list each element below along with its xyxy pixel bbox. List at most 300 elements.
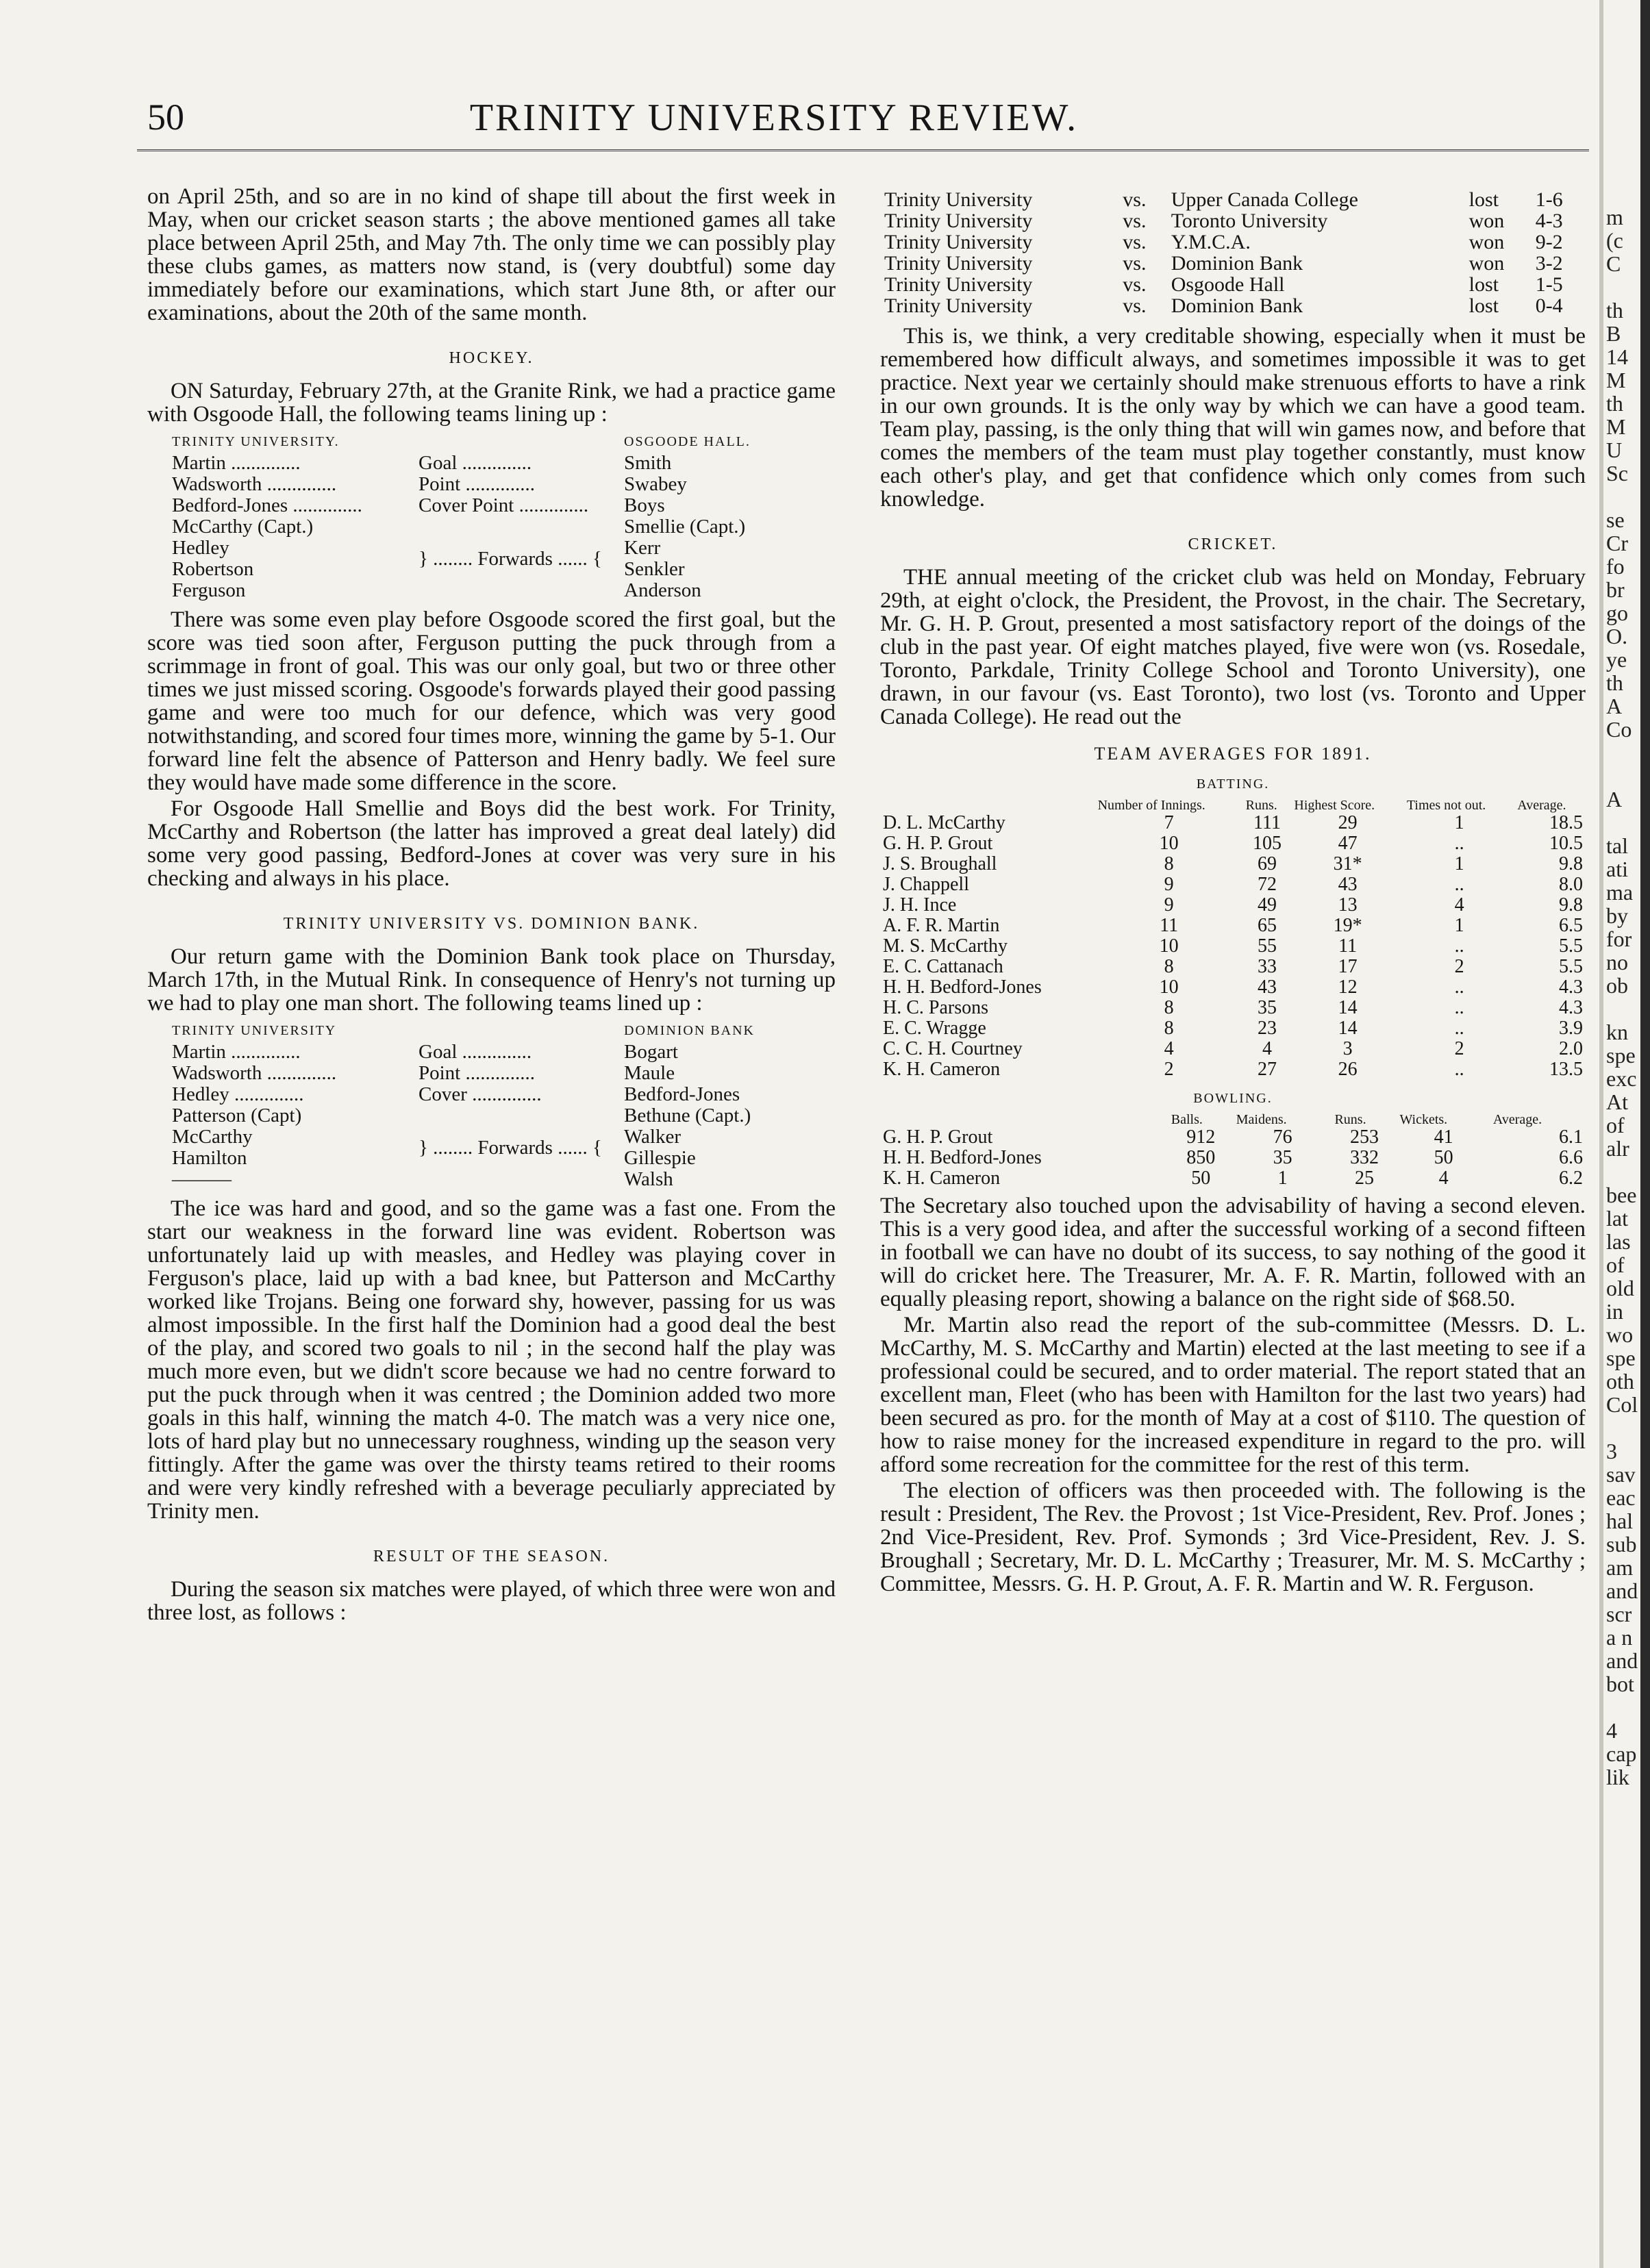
- bowling-value: 912: [1186, 1126, 1216, 1148]
- cricket-paragraph-1: THE annual meeting of the cricket club was held on Monday, February 29th, at eight o'clock, the President, the Provost, in the chair. The Secretary, Mr. G. H. P. Grout, presented a most satisfactory report of the doings of the club in the past year. Of eight matches played, five were won (vs. Rosedale, Toronto, Parkdale, Trinity College School and Toronto University), one drawn, in our favour (vs. East Toronto), two lost (vs. Toronto and Upper Canada College). He read out the: [880, 565, 1586, 729]
- page-gutter: [1599, 0, 1603, 2268]
- batting-row: [880, 1039, 1586, 1059]
- spacer: [418, 431, 624, 453]
- batting-value: 4.3: [1559, 997, 1583, 1018]
- batting-row: [880, 1059, 1586, 1080]
- batting-player: E. C. Wragge: [883, 1018, 986, 1039]
- batting-value: 3: [1342, 1038, 1353, 1059]
- batting-value: 12: [1338, 977, 1358, 998]
- batting-value: 9.8: [1559, 853, 1583, 874]
- journal-title: TRINITY UNIVERSITY REVIEW.: [469, 97, 1079, 139]
- batting-value: 8: [1164, 853, 1174, 874]
- bowling-row: [880, 1168, 1586, 1189]
- intro-paragraph: on April 25th, and so are in no kind of shape till about the first week in May, when our cricket season starts ; the above mentioned games all take place between April 25th, and May 7th. The only time we can possibly play these clubs games, as matters now stand, is (very doubtful) some day immediately before our examinations, which start June 8th, or after our examinations, about the 20th of the same month.: [147, 184, 836, 325]
- batting-column-header: Times not out.: [1406, 798, 1486, 813]
- forward-player-a: McCarthy: [172, 1126, 253, 1148]
- batting-row: [880, 998, 1586, 1018]
- bowling-value: 6.2: [1559, 1168, 1583, 1189]
- edge-fragment: lat: [1606, 1206, 1628, 1231]
- batting-value: 9: [1164, 894, 1174, 916]
- result-opponent: Y.M.C.A.: [1171, 231, 1251, 253]
- edge-fragment: Cr: [1606, 531, 1628, 555]
- batting-value: 2: [1454, 956, 1464, 977]
- forward-player-a: Robertson: [172, 558, 254, 580]
- bowling-row: [880, 1148, 1586, 1168]
- forwards-b: [624, 1105, 836, 1190]
- edge-fragment: Sc: [1606, 461, 1628, 486]
- result-vs: vs.: [1123, 231, 1147, 253]
- lineup-player-b: Bedford-Jones: [624, 1083, 740, 1105]
- edge-fragment: a n: [1606, 1625, 1633, 1650]
- lineup-position: Point ..............: [418, 1063, 535, 1084]
- batting-value: 4: [1262, 1038, 1273, 1059]
- batting-value: ..: [1454, 997, 1464, 1018]
- result-opponent: Osgoode Hall: [1171, 273, 1285, 296]
- results-paragraph: This is, we think, a very creditable showing, especially when it must be remembered how difficult always, and sometimes impossible it was to get practice. Next year we certainly should make strenuous efforts to have a rink in our own grounds. It is the only way by which we can have a good team. Team play, passing, is the only thing that will win games now, and before that comes the members of the team must play together constantly, must know each other's play, and get that confidence which only comes from such knowledge.: [880, 324, 1586, 512]
- batting-value: ..: [1454, 1059, 1464, 1080]
- edge-fragment: eac: [1606, 1485, 1636, 1510]
- batting-value: 29: [1338, 812, 1358, 833]
- result-outcome: won: [1468, 210, 1505, 232]
- batting-row: [880, 895, 1586, 916]
- edge-fragment: lik: [1606, 1765, 1629, 1789]
- lineup-player-a: Martin ..............: [172, 453, 301, 474]
- result-row: [880, 189, 1586, 210]
- forward-player-a: ———: [172, 1168, 232, 1190]
- edge-fragment: hal: [1606, 1509, 1634, 1533]
- result-team: Trinity University: [884, 231, 1033, 253]
- batting-value: 9.8: [1559, 894, 1583, 916]
- batting-value: 27: [1258, 1059, 1277, 1080]
- result-opponent: Dominion Bank: [1171, 252, 1303, 275]
- result-outcome: lost: [1468, 294, 1499, 317]
- forward-player-b: Senkler: [624, 558, 685, 580]
- edge-fragment: bot: [1606, 1672, 1634, 1696]
- batting-value: 69: [1258, 853, 1277, 874]
- dominion-heading: TRINITY UNIVERSITY VS. DOMINION BANK.: [283, 915, 700, 933]
- batting-value: 11: [1160, 915, 1179, 936]
- edge-fragment: Col: [1606, 1392, 1638, 1417]
- batting-value: ..: [1454, 833, 1464, 854]
- edge-fragment: 4: [1606, 1718, 1617, 1743]
- result-team: Trinity University: [884, 210, 1033, 232]
- bowling-column-header: Balls.: [1171, 1112, 1203, 1127]
- team-a-header: TRINITY UNIVERSITY.: [172, 434, 340, 449]
- edge-fragment: cap: [1606, 1741, 1637, 1766]
- forward-player-b: Gillespie: [624, 1147, 696, 1169]
- batting-value: 43: [1338, 874, 1358, 895]
- bowling-column-header: Runs.: [1334, 1112, 1366, 1127]
- osgoode-lineup: [147, 431, 836, 601]
- batting-value: 33: [1258, 956, 1277, 977]
- right-column: [880, 185, 1586, 1598]
- batting-label: BATTING.: [1196, 777, 1270, 792]
- scan-edge: [1640, 0, 1650, 2268]
- edge-fragment: in: [1606, 1299, 1623, 1324]
- edge-fragment: th: [1606, 298, 1623, 323]
- batting-value: 5.5: [1559, 935, 1583, 957]
- batting-player: J. Chappell: [883, 874, 969, 895]
- dominion-lineup: [147, 1020, 836, 1190]
- bowling-value: 332: [1349, 1147, 1379, 1168]
- cricket-heading: CRICKET.: [1188, 536, 1278, 553]
- result-team: Trinity University: [884, 273, 1033, 296]
- edge-fragment: old: [1606, 1276, 1634, 1300]
- batting-value: 9: [1164, 874, 1174, 895]
- bowling-value: 50: [1434, 1147, 1453, 1168]
- result-team: Trinity University: [884, 188, 1033, 211]
- edge-fragment: m: [1606, 205, 1623, 229]
- batting-column-header: Runs.: [1245, 798, 1277, 813]
- edge-fragment: kn: [1606, 1020, 1628, 1044]
- batting-player: G. H. P. Grout: [883, 833, 993, 854]
- edge-fragment: bee: [1606, 1183, 1637, 1207]
- edge-fragment: Co: [1606, 717, 1632, 742]
- batting-value: 14: [1338, 997, 1358, 1018]
- forwards-a: [172, 1105, 418, 1190]
- bowling-player: K. H. Cameron: [883, 1168, 1001, 1189]
- batting-row: [880, 957, 1586, 977]
- edge-fragment: tal: [1606, 833, 1628, 858]
- edge-fragment: and: [1606, 1648, 1638, 1673]
- dominion-paragraph-1: Our return game with the Dominion Bank took place on Thursday, March 17th, in the Mutual Rink. In consequence of Henry's not turning up we had to play one man short. The following teams lined up :: [147, 944, 836, 1016]
- bowling-table: [880, 1113, 1586, 1189]
- batting-value: 19*: [1333, 915, 1362, 936]
- edge-fragment: oth: [1606, 1369, 1634, 1394]
- result-team: Trinity University: [884, 252, 1033, 275]
- lineup-position: Cover ..............: [418, 1084, 542, 1105]
- batting-value: 4.3: [1559, 977, 1583, 998]
- batting-value: 8: [1164, 1018, 1174, 1039]
- edge-fragment: alr: [1606, 1136, 1629, 1161]
- batting-value: 10: [1159, 833, 1179, 854]
- batting-row: [880, 854, 1586, 874]
- batting-value: 72: [1258, 874, 1277, 895]
- edge-fragment: spe: [1606, 1043, 1636, 1068]
- batting-value: 10: [1159, 977, 1179, 998]
- edge-fragment: and: [1606, 1578, 1638, 1603]
- batting-column-header: Highest Score.: [1294, 798, 1375, 813]
- batting-value: 8.0: [1559, 874, 1583, 895]
- forwards-b: [624, 516, 836, 601]
- batting-value: ..: [1454, 977, 1464, 998]
- batting-value: 1: [1454, 853, 1464, 874]
- edge-fragment: br: [1606, 577, 1625, 602]
- bowling-value: 35: [1273, 1147, 1292, 1168]
- batting-value: 35: [1258, 997, 1277, 1018]
- batting-value: 10: [1159, 935, 1179, 957]
- forward-player-a: McCarthy (Capt.): [172, 516, 314, 538]
- forward-player-b: Bethune (Capt.): [624, 1105, 751, 1126]
- edge-fragment: am: [1606, 1555, 1634, 1580]
- result-score: 3-2: [1535, 252, 1563, 275]
- edge-fragment: se: [1606, 507, 1625, 532]
- bowling-label: BOWLING.: [1193, 1091, 1273, 1106]
- batting-value: 2.0: [1559, 1038, 1583, 1059]
- result-opponent: Dominion Bank: [1171, 294, 1303, 317]
- result-score: 0-4: [1535, 294, 1563, 317]
- forward-player-b: Kerr: [624, 537, 661, 559]
- batting-value: 8: [1164, 997, 1174, 1018]
- batting-player: D. L. McCarthy: [883, 812, 1005, 833]
- batting-value: 4: [1454, 894, 1464, 916]
- forward-player-a: Ferguson: [172, 579, 246, 601]
- lineup-player-a: Martin ..............: [172, 1042, 301, 1063]
- bowling-value: 850: [1186, 1147, 1216, 1168]
- bowling-value: 50: [1191, 1168, 1211, 1189]
- result-score: 1-6: [1535, 188, 1563, 211]
- team-a-header: TRINITY UNIVERSITY: [172, 1023, 337, 1038]
- batting-player: K. H. Cameron: [883, 1059, 1001, 1080]
- result-score: 9-2: [1535, 231, 1563, 253]
- forward-player-a: Patterson (Capt): [172, 1105, 302, 1126]
- hockey-paragraph-3: For Osgoode Hall Smellie and Boys did the best work. For Trinity, McCarthy and Robertson (the latter has improved a great deal lately) did some very good passing, Bedford-Jones at cover was very sure in his checking and always in his place.: [147, 796, 836, 891]
- bowling-column-header: Average.: [1492, 1112, 1542, 1127]
- edge-fragment: wo: [1606, 1322, 1634, 1347]
- batting-value: 5.5: [1559, 956, 1583, 977]
- forwards-label: [418, 1105, 624, 1190]
- lineup-player-b: Boys: [624, 494, 665, 516]
- edge-fragment: U: [1606, 438, 1623, 462]
- edge-fragment: ati: [1606, 857, 1628, 881]
- batting-header-row: [880, 798, 1586, 813]
- forward-player-a: Hamilton: [172, 1147, 247, 1169]
- bowling-value: 41: [1434, 1126, 1453, 1148]
- bowling-column-header: [880, 1113, 1168, 1127]
- season-results-table: [880, 189, 1586, 316]
- lineup-player-a: Bedford-Jones ..............: [172, 495, 362, 516]
- batting-value: 10.5: [1549, 833, 1583, 854]
- batting-table: [880, 798, 1586, 1080]
- edge-fragment: sub: [1606, 1532, 1637, 1557]
- edge-fragment: las: [1606, 1229, 1631, 1254]
- lineup-position: Goal ..............: [418, 453, 532, 474]
- forwards-label: [418, 516, 624, 601]
- batting-player: C. C. H. Courtney: [883, 1038, 1023, 1059]
- edge-fragment: scr: [1606, 1602, 1632, 1626]
- bowling-column-header: Wickets.: [1399, 1112, 1448, 1127]
- dominion-paragraph-2: The ice was hard and good, and so the game was a fast one. From the start our weakness in the forward line was evident. Robertson was unfortunately laid up with measles, and Hedley was playing cover in Ferguson's place, laid up with a bad knee, but Patterson and McCarthy worked like Trojans. Being one forward shy, however, passing for us was almost impossible. In the first half the Dominion had a good deal the best of the play, and scored two goals to nil ; in the second half the play was much more even, but we didn't score because we had no centre forward to put the puck through when it was centred ; the Dominion added two more goals in this half, winning the match 4-0. The match was a very nice one, lots of hard play but no unnecessary roughness, winding up the season very fittingly. After the game was over the thirsty teams retired to their rooms and were very kindly refreshed with a beverage peculiarly appreciated by Trinity men.: [147, 1196, 836, 1524]
- team-b-header: OSGOODE HALL.: [624, 434, 751, 449]
- bowling-column-header: Maidens.: [1236, 1112, 1287, 1127]
- batting-player: E. C. Cattanach: [883, 956, 1003, 977]
- batting-value: 1: [1454, 915, 1464, 936]
- batting-value: ..: [1454, 935, 1464, 957]
- edge-fragment: A: [1606, 694, 1623, 718]
- batting-value: 105: [1253, 833, 1282, 854]
- edge-fragment: of: [1606, 1113, 1625, 1137]
- result-outcome: won: [1468, 231, 1505, 253]
- edge-fragment: sav: [1606, 1462, 1636, 1487]
- bowling-value: 76: [1273, 1126, 1292, 1148]
- lineup-player-b: Maule: [624, 1062, 675, 1084]
- edge-fragment: M: [1606, 414, 1626, 439]
- batting-column-header: Average.: [1517, 798, 1566, 813]
- lineup-position: Cover Point ..............: [418, 495, 589, 516]
- edge-fragment: O.: [1606, 624, 1628, 648]
- batting-row: [880, 977, 1586, 998]
- forwards-text: } ........ Forwards ...... {: [418, 547, 602, 570]
- cricket-paragraph-2: The Secretary also touched upon the advisability of having a second eleven. This is a very good idea, and after the successful working of a second fifteen in football we can have no doubt of its success, to say nothing of the good it will do cricket here. The Treasurer, Mr. A. F. R. Martin, followed with an equally pleasing report, showing a balance on the right side of $68.50.: [880, 1194, 1586, 1311]
- batting-row: [880, 936, 1586, 957]
- bowling-value: 1: [1277, 1168, 1288, 1189]
- batting-value: ..: [1454, 1018, 1464, 1039]
- forward-player-a: Hedley: [172, 537, 229, 559]
- result-paragraph: During the season six matches were played, of which three were won and three lost, as follows :: [147, 1577, 836, 1625]
- edge-fragment: no: [1606, 950, 1628, 974]
- team-b-header: DOMINION BANK: [624, 1023, 755, 1038]
- result-outcome: lost: [1468, 273, 1499, 296]
- batting-value: 43: [1258, 977, 1277, 998]
- lineup-player-a: Wadsworth ..............: [172, 1063, 337, 1084]
- batting-value: 18.5: [1549, 812, 1583, 833]
- batting-value: 31*: [1333, 853, 1362, 874]
- bowling-value: 25: [1354, 1168, 1374, 1189]
- edge-fragment: fo: [1606, 554, 1625, 579]
- batting-value: ..: [1454, 874, 1464, 895]
- edge-fragment: C: [1606, 251, 1621, 276]
- edge-fragment: of: [1606, 1252, 1625, 1277]
- batting-value: 2: [1454, 1038, 1464, 1059]
- result-score: 1-5: [1535, 273, 1563, 296]
- cricket-paragraph-4: The election of officers was then proceeded with. The following is the result : President, The Rev. the Provost ; 1st Vice-President, Rev. Prof. Jones ; 2nd Vice-President, Rev. Prof. Symonds ; 3rd Vice-President, Rev. J. S. Broughall ; Secretary, Mr. D. L. McCarthy ; Treasurer, Mr. M. S. McCarthy ; Committee, Messrs. G. H. P. Grout, A. F. R. Martin and W. R. Ferguson.: [880, 1478, 1586, 1596]
- result-row: [880, 210, 1586, 231]
- batting-player: A. F. R. Martin: [883, 915, 1000, 936]
- spacer: [418, 1020, 624, 1042]
- bowling-row: [880, 1127, 1586, 1148]
- batting-value: 13: [1338, 894, 1358, 916]
- lineup-position: Goal ..............: [418, 1042, 532, 1063]
- bowling-value: 253: [1349, 1126, 1379, 1148]
- batting-value: 17: [1338, 956, 1358, 977]
- batting-value: 2: [1164, 1059, 1174, 1080]
- batting-row: [880, 1018, 1586, 1039]
- batting-player: J. S. Broughall: [883, 853, 997, 874]
- batting-player: H. H. Bedford-Jones: [883, 977, 1042, 998]
- batting-value: 65: [1258, 915, 1277, 936]
- edge-fragment: exc: [1606, 1066, 1637, 1091]
- result-vs: vs.: [1123, 188, 1147, 211]
- edge-fragment: go: [1606, 601, 1628, 625]
- batting-player: H. C. Parsons: [883, 997, 989, 1018]
- result-vs: vs.: [1123, 252, 1147, 275]
- batting-value: 55: [1258, 935, 1277, 957]
- hockey-paragraph-2: There was some even play before Osgoode scored the first goal, but the score was tied soon after, Ferguson putting the puck through from a scrimmage in front of goal. This was our only goal, but two or three other times we just missed scoring. Osgoode's forwards played their good passing game and were too much for our defence, which was very good notwithstanding, and scored four times more, winning the game by 5-1. Our forward line felt the absence of Patterson and Henry badly. We feel sure they would have made some difference in the score.: [147, 607, 836, 795]
- lineup-player-a: Wadsworth ..............: [172, 474, 337, 495]
- result-heading: RESULT OF THE SEASON.: [373, 1548, 610, 1565]
- page-header: [147, 96, 1401, 151]
- result-row: [880, 253, 1586, 274]
- batting-column-header: [880, 798, 1095, 813]
- result-vs: vs.: [1123, 294, 1147, 317]
- result-row: [880, 274, 1586, 295]
- batting-value: 8: [1164, 956, 1174, 977]
- result-outcome: won: [1468, 252, 1505, 275]
- edge-fragment: th: [1606, 391, 1623, 416]
- forward-player-b: Anderson: [624, 579, 701, 601]
- result-opponent: Upper Canada College: [1171, 188, 1358, 211]
- batting-value: 26: [1338, 1059, 1358, 1080]
- result-row: [880, 295, 1586, 316]
- forward-player-b: Smellie (Capt.): [624, 516, 746, 538]
- bowling-header-row: [880, 1113, 1586, 1127]
- forwards-a: [172, 516, 418, 601]
- bowling-player: H. H. Bedford-Jones: [883, 1147, 1042, 1168]
- batting-value: 14: [1338, 1018, 1358, 1039]
- batting-column-header: Number of Innings.: [1097, 798, 1205, 813]
- result-opponent: Toronto University: [1171, 210, 1328, 232]
- batting-value: 7: [1164, 812, 1174, 833]
- batting-row: [880, 874, 1586, 895]
- edge-fragment: spe: [1606, 1346, 1636, 1370]
- result-outcome: lost: [1468, 188, 1499, 211]
- result-team: Trinity University: [884, 294, 1033, 317]
- batting-row: [880, 916, 1586, 936]
- result-row: [880, 231, 1586, 253]
- edge-fragment: by: [1606, 903, 1628, 928]
- edge-fragment: M: [1606, 368, 1626, 392]
- batting-value: 11: [1338, 935, 1358, 957]
- bowling-value: 6.6: [1559, 1147, 1583, 1168]
- lineup-player-a: Hedley ..............: [172, 1084, 304, 1105]
- batting-value: 47: [1338, 833, 1358, 854]
- edge-fragment: ob: [1606, 973, 1628, 998]
- batting-row: [880, 833, 1586, 854]
- edge-fragment: 3: [1606, 1439, 1617, 1463]
- batting-value: 1: [1454, 812, 1464, 833]
- forwards-text: } ........ Forwards ...... {: [418, 1136, 602, 1159]
- bowling-value: 6.1: [1559, 1126, 1583, 1148]
- batting-value: 49: [1258, 894, 1277, 916]
- edge-fragment: B: [1606, 321, 1621, 346]
- batting-player: M. S. McCarthy: [883, 935, 1008, 957]
- page-number: 50: [147, 97, 184, 138]
- result-vs: vs.: [1123, 210, 1147, 232]
- batting-value: 3.9: [1559, 1018, 1583, 1039]
- averages-title: TEAM AVERAGES FOR 1891.: [1094, 744, 1372, 764]
- bowling-player: G. H. P. Grout: [883, 1126, 993, 1148]
- edge-fragment: for: [1606, 927, 1632, 951]
- batting-row: [880, 813, 1586, 833]
- forward-player-b: Walsh: [624, 1168, 673, 1190]
- hockey-paragraph-1: ON Saturday, February 27th, at the Granite Rink, we had a practice game with Osgoode Hall, the following teams lining up :: [147, 379, 836, 427]
- cricket-paragraph-3: Mr. Martin also read the report of the sub-committee (Messrs. D. L. McCarthy, M. S. McCarthy and Martin) elected at the last meeting to see if a professional could be secured, and to order material. The report stated that an excellent man, Fleet (who has been with Hamilton for the last two years) had been secured as pro. for the month of May at a cost of $110. The question of how to raise money for the increased expenditure in regard to the pro. will afford some recreation for the committee for the rest of this term.: [880, 1313, 1586, 1477]
- edge-fragment: 14: [1606, 344, 1628, 369]
- lineup-player-b: Smith: [624, 452, 672, 474]
- result-score: 4-3: [1535, 210, 1563, 232]
- batting-value: 4: [1164, 1038, 1174, 1059]
- edge-fragment: th: [1606, 670, 1623, 695]
- batting-value: 6.5: [1559, 915, 1583, 936]
- forward-player-b: Walker: [624, 1126, 682, 1148]
- edge-fragment: ye: [1606, 647, 1627, 672]
- edge-fragment: At: [1606, 1089, 1628, 1114]
- edge-fragment: ma: [1606, 880, 1634, 905]
- hockey-heading: HOCKEY.: [449, 349, 534, 367]
- left-column: [147, 185, 836, 1627]
- batting-value: 23: [1258, 1018, 1277, 1039]
- header-rule: [137, 149, 1589, 151]
- lineup-player-b: Swabey: [624, 473, 687, 495]
- edge-fragment: (c: [1606, 228, 1623, 253]
- lineup-player-b: Bogart: [624, 1041, 678, 1063]
- result-vs: vs.: [1123, 273, 1147, 296]
- lineup-position: Point ..............: [418, 474, 535, 495]
- batting-value: 13.5: [1549, 1059, 1583, 1080]
- batting-player: J. H. Ince: [883, 894, 957, 916]
- bowling-value: 4: [1438, 1168, 1449, 1189]
- edge-fragment: A: [1606, 787, 1623, 811]
